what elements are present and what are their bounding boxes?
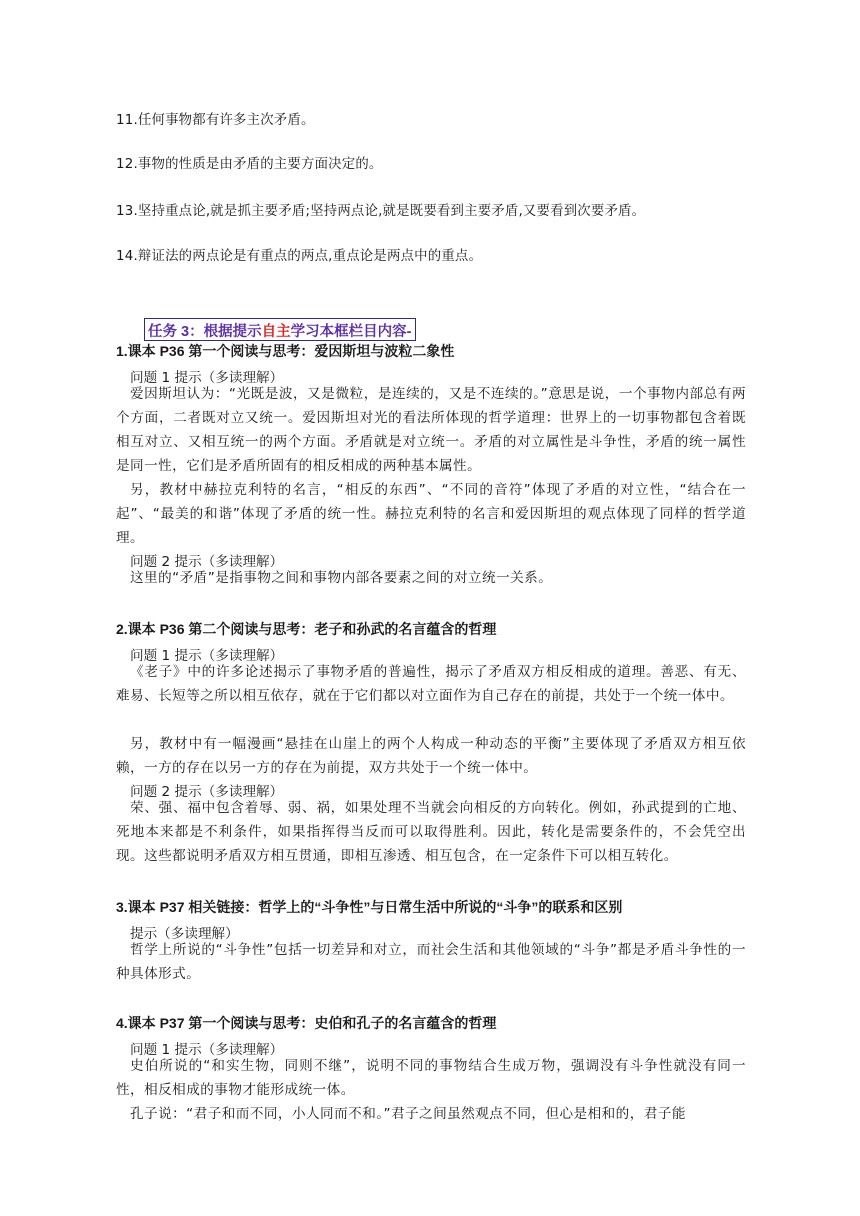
section-2-paragraph-2: 另，教材中有一幅漫画“悬挂在山崖上的两个人构成一种动态的平衡”主要体现了矛盾双方相互依赖，一方的存在以另一方的存在为前提，双方共处于一个统一体中。 [116, 736, 746, 776]
statement-13: 13.坚持重点论,就是抓主要矛盾;坚持两点论,就是既要看到主要矛盾,又要看到次要矛盾。 [116, 204, 646, 219]
section-4-paragraph-2: 孔子说：“君子和而不同，小人同而不和。”君子之间虽然观点不同，但心是相和的，君子能 [130, 1106, 686, 1122]
section-2-question-1: 问题 1 提示（多读理解） [130, 648, 284, 664]
statement-14: 14.辩证法的两点论是有重点的两点,重点论是两点中的重点。 [116, 249, 483, 264]
section-4-question-1: 问题 1 提示（多读理解） [130, 1042, 284, 1058]
section-2-paragraph-1: 《老子》中的许多论述揭示了事物矛盾的普遍性，揭示了矛盾双方相反相成的道理。善恶、有无、难易、长短等之所以相互依存，就在于它们都以对立面作为自己存在的前提，共处于一个统一体中。 [116, 664, 746, 704]
section-1-question-2: 问题 2 提示（多读理解） [130, 554, 284, 570]
statement-12: 12.事物的性质是由矛盾的主要方面决定的。 [116, 157, 383, 172]
section-2-heading: 2.课本 P36 第二个阅读与思考：老子和孙武的名言蕴含的哲理 [116, 621, 497, 637]
section-3-heading: 3.课本 P37 相关链接：哲学上的“斗争性”与日常生活中所说的“斗争”的联系和区别 [116, 899, 623, 915]
section-2-question-2: 问题 2 提示（多读理解） [130, 784, 284, 800]
task-suffix: 学习本框栏目内容- [290, 324, 412, 340]
statement-11: 11.任何事物都有许多主次矛盾。 [116, 113, 315, 128]
section-1-question-1: 问题 1 提示（多读理解） [130, 370, 284, 386]
section-4-heading: 4.课本 P37 第一个阅读与思考：史伯和孔子的名言蕴含的哲理 [116, 1015, 497, 1031]
section-1-heading: 1.课本 P36 第一个阅读与思考：爱因斯坦与波粒二象性 [116, 343, 455, 359]
task-prefix: 任务 3：根据提示 [148, 324, 262, 340]
task-3-banner [144, 318, 416, 341]
task-highlight: 自主 [261, 324, 291, 340]
section-1-paragraph-1: 爱因斯坦认为：“光既是波，又是微粒，是连续的，又是不连续的。”意思是说，一个事物内部总有两个方面，二者既对立又统一。爱因斯坦对光的看法所体现的哲学道理：世界上的一切事物都包含着既相互对立、又相互统一的两个方面。矛盾就是对立统一。矛盾的对立属性是斗争性，矛盾的统一属性是同一性，它们是矛盾所固有的相反相成的两种基本属性。 [116, 386, 746, 474]
section-1-paragraph-2: 另，教材中赫拉克利特的名言，“相反的东西”、“不同的音符”体现了矛盾的对立性，“结合在一起”、“最美的和谐”体现了矛盾的统一性。赫拉克利特的名言和爱因斯坦的观点体现了同样的哲学道理。 [116, 482, 746, 546]
section-2-paragraph-3: 荣、强、福中包含着辱、弱、祸，如果处理不当就会向相反的方向转化。例如，孙武提到的亡地、死地本来都是不利条件，如果指挥得当反而可以取得胜利。因此，转化是需要条件的，不会凭空出现。这些都说明矛盾双方相互贯通，即相互渗透、相互包含，在一定条件下可以相互转化。 [116, 800, 746, 864]
section-3-paragraph-1: 哲学上所说的“斗争性”包括一切差异和对立，而社会生活和其他领域的“斗争”都是矛盾斗争性的一种具体形式。 [116, 942, 746, 982]
section-3-question-1: 提示（多读理解） [130, 926, 239, 942]
section-1-paragraph-3: 这里的“矛盾”是指事物之间和事物内部各要素之间的对立统一关系。 [130, 570, 553, 586]
section-4-paragraph-1: 史伯所说的“和实生物，同则不继”，说明不同的事物结合生成万物，强调没有斗争性就没有同一性，相反相成的事物才能形成统一体。 [116, 1058, 746, 1098]
